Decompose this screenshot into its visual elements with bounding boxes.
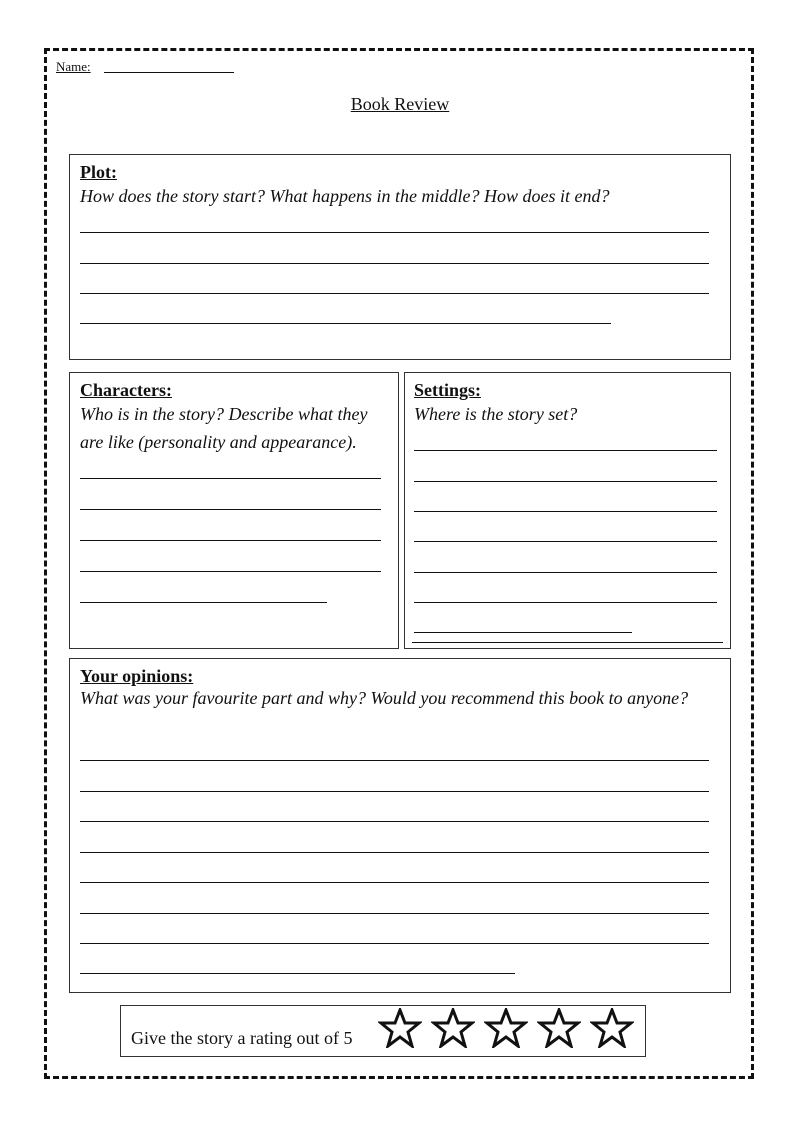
settings-writing-line[interactable] [414,572,717,573]
characters-writing-line[interactable] [80,571,381,572]
star-outline-icon[interactable] [378,1008,422,1048]
name-label: Name: [56,59,91,74]
star-outline-icon[interactable] [590,1008,634,1048]
settings-writing-line[interactable] [414,632,632,633]
characters-writing-line[interactable] [80,540,381,541]
settings-writing-line[interactable] [414,481,717,482]
plot-writing-line[interactable] [80,293,709,294]
opinions-writing-line[interactable] [80,760,709,761]
rating-label: Give the story a rating out of 5 [131,1028,353,1048]
settings-writing-line[interactable] [412,642,723,643]
settings-writing-line[interactable] [414,602,717,603]
settings-writing-line[interactable] [414,511,717,512]
settings-heading: Settings: [414,380,481,400]
opinions-writing-line[interactable] [80,913,709,914]
characters-writing-line[interactable] [80,509,381,510]
opinions-heading: Your opinions: [80,666,194,686]
page-title: Book Review [350,94,450,114]
characters-writing-line[interactable] [80,602,327,603]
opinions-writing-line[interactable] [80,852,709,853]
characters-writing-line[interactable] [80,478,381,479]
star-outline-icon[interactable] [431,1008,475,1048]
star-outline-icon[interactable] [484,1008,528,1048]
characters-prompt: Who is in the story? Describe what they are like (personality and appearance). [80,404,368,452]
settings-writing-line[interactable] [414,450,717,451]
plot-writing-line[interactable] [80,232,709,233]
plot-writing-line[interactable] [80,323,611,324]
opinions-writing-line[interactable] [80,973,515,974]
plot-heading: Plot: [80,162,117,182]
opinions-writing-line[interactable] [80,943,709,944]
name-input-line[interactable] [104,72,234,73]
opinions-writing-line[interactable] [80,791,709,792]
opinions-prompt: What was your favourite part and why? Would you recommend this book to anyone? [80,688,689,708]
star-outline-icon[interactable] [537,1008,581,1048]
star-rating [378,1008,638,1052]
settings-prompt: Where is the story set? [414,404,578,424]
opinions-writing-line[interactable] [80,821,709,822]
characters-heading: Characters: [80,380,172,400]
plot-writing-line[interactable] [80,263,709,264]
plot-prompt: How does the story start? What happens in the middle? How does it end? [80,186,610,206]
settings-writing-line[interactable] [414,541,717,542]
opinions-writing-line[interactable] [80,882,709,883]
